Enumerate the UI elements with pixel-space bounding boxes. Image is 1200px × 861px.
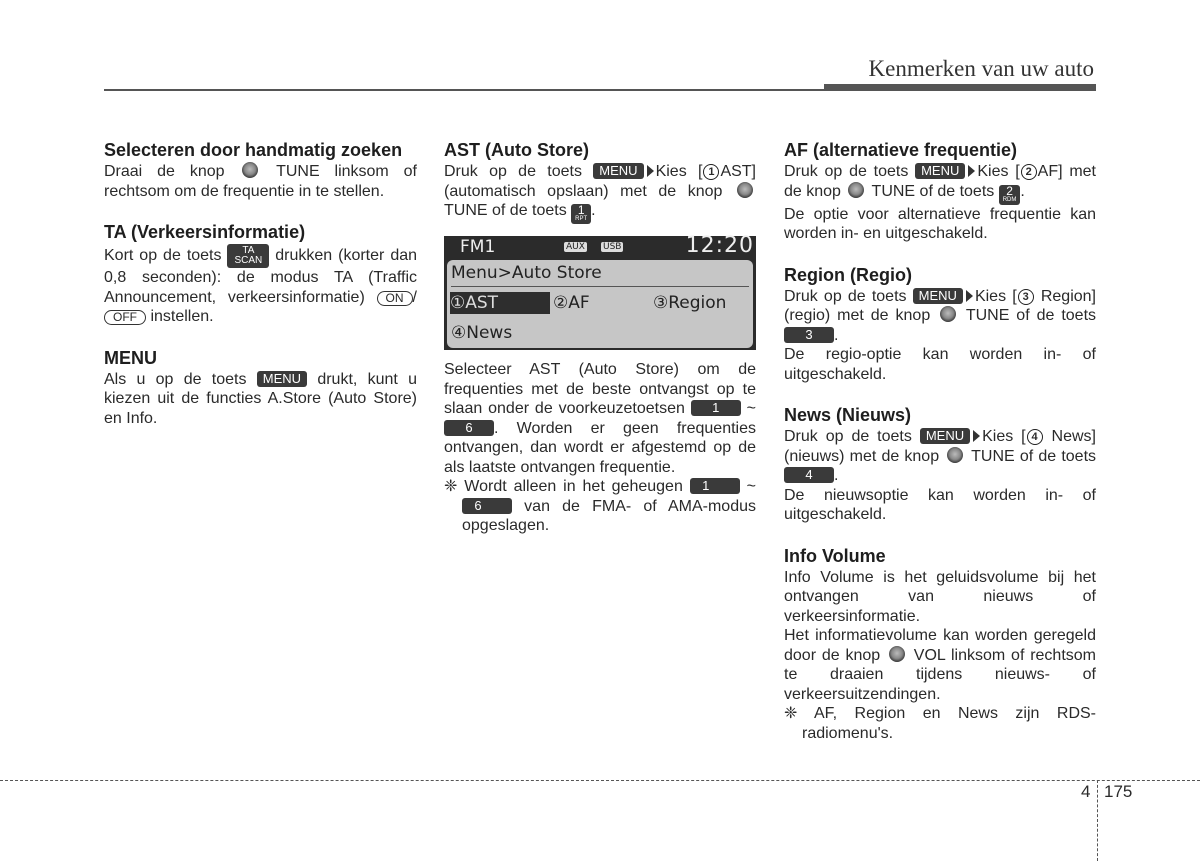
- radio-display-screen: [444, 233, 756, 350]
- arrow-right-icon: [647, 165, 654, 177]
- section-text: Draai de knop TUNE linksom of rechtsom om de frequentie in te stellen.: [104, 163, 417, 200]
- menu-key: MENU: [593, 163, 643, 179]
- note-text: ❈ Wordt alleen in het geheugen 1 ~ 6 van de FMA- of AMA-modus opgeslagen.: [444, 478, 757, 534]
- section-title: News (Nieuws): [784, 405, 912, 425]
- number-2-icon: 2: [1021, 164, 1037, 180]
- note-text: ❈ AF, Region en News zijn RDS-radiomenu's.: [784, 705, 1096, 742]
- section-news: [784, 405, 1096, 525]
- preset-key-1-rpt: 1 RPT: [571, 204, 591, 224]
- section-text: Druk op de toets MENU Kies [ 3 Region] (regio) met de knop TUNE of de toets 3 .: [784, 287, 1097, 344]
- number-3-icon: 3: [1018, 289, 1034, 305]
- section-title: Region (Regio): [784, 264, 912, 285]
- section-text: De optie voor alternatieve frequentie kan worden in- en uitgeschakeld.: [784, 205, 1096, 242]
- tune-knob-icon: [947, 447, 963, 463]
- tune-knob-icon: [242, 162, 258, 178]
- menu-item-news: ④News: [451, 323, 513, 343]
- section-text: Als u op de toets MENU drukt, kunt u kiezen uit de functies A.Store (Auto Store) en Info.: [104, 370, 418, 427]
- section-info-volume: [784, 546, 1096, 744]
- preset-key-2-rdm: 2 RDM: [999, 185, 1021, 205]
- usb-badge: USB: [603, 242, 622, 252]
- menu-item-ast: ①AST: [450, 292, 550, 314]
- footer-rule: [0, 780, 1200, 781]
- section-manual-search: [104, 140, 417, 201]
- preset-key-6: 6: [462, 498, 512, 514]
- section-text: Druk op de toets MENU Kies [ 2 AF] met de knop TUNE of de toets 2 RDM .: [784, 163, 1096, 203]
- section-title: Info Volume: [784, 545, 886, 566]
- clock-display: 12:20: [685, 233, 754, 258]
- section-text: Druk op de toets MENU Kies [ 1 AST] (automatisch opslaan) met de knop TUNE of de toets 1 RPT .: [444, 163, 756, 222]
- column-middle: [444, 140, 756, 536]
- section-region: [784, 265, 1096, 385]
- tune-knob-icon: [737, 182, 753, 198]
- on-key: ON: [377, 291, 413, 306]
- band-label: FM1: [460, 237, 496, 257]
- arrow-right-icon: [966, 290, 973, 302]
- menu-item-region: ③Region: [653, 293, 727, 313]
- header-rule-thick: [824, 84, 1096, 91]
- menu-key: MENU: [257, 371, 307, 387]
- section-menu: [104, 348, 417, 429]
- menu-key: MENU: [920, 428, 970, 444]
- section-text: Kort op de toets TA SCAN drukken (korter dan 0,8 seconden): de modus TA (Traffic Announcement, verkeersinformatie) ON /OFF instellen.: [104, 245, 418, 325]
- page-header-title: Kenmerken van uw auto: [868, 56, 1094, 81]
- menu-key: MENU: [913, 288, 963, 304]
- section-text: De regio-optie kan worden in- of uitgeschakeld.: [784, 346, 1096, 383]
- section-text: Selecteer AST (Auto Store) om de frequenties met de beste ontvangst op te slaan onder de voorkeuzetoetsen 1 ~ 6 . Worden er geen frequenties ontvangen, dan wordt er afgestemd op de als laatste ontvangen frequentie.: [444, 361, 756, 476]
- section-number: 4: [1081, 782, 1091, 801]
- ta-scan-key: TA SCAN: [227, 244, 269, 268]
- screen-divider: [451, 286, 749, 287]
- number-1-icon: 1: [703, 164, 719, 180]
- menu-path: Menu>Auto Store: [451, 263, 602, 283]
- number-4-icon: 4: [1027, 429, 1043, 445]
- section-text: Het informatievolume kan worden geregeld door de knop VOL linksom of rechtsom te draaien tijdens nieuws- of verkeersuitzendingen.: [784, 627, 1096, 703]
- section-text: Druk op de toets MENU Kies [ 4 News] (nieuws) met de knop TUNE of de toets 4 .: [784, 428, 1097, 484]
- section-title: Selecteren door handmatig zoeken: [104, 140, 403, 160]
- tune-knob-icon: [848, 182, 864, 198]
- section-title: MENU: [104, 347, 157, 368]
- preset-key-6: 6: [444, 420, 494, 436]
- header-rule-thin: [104, 89, 824, 91]
- section-af: [784, 140, 1096, 244]
- preset-key-3: 3: [784, 327, 834, 343]
- preset-key-4: 4: [784, 467, 834, 483]
- aux-badge: AUX: [566, 242, 585, 252]
- page-number: 175: [1104, 782, 1133, 801]
- section-title: AST (Auto Store): [444, 140, 589, 160]
- preset-key-1: 1: [690, 478, 740, 494]
- section-title: AF (alternatieve frequentie): [784, 140, 1018, 160]
- off-key: OFF: [104, 310, 146, 325]
- arrow-right-icon: [968, 165, 975, 177]
- column-left: [104, 140, 417, 449]
- menu-item-af: ②AF: [553, 293, 590, 313]
- section-text: Info Volume is het geluidsvolume bij het ontvangen van nieuws of verkeersinformatie.: [784, 568, 1096, 625]
- menu-key: MENU: [915, 163, 965, 179]
- vol-knob-icon: [889, 646, 905, 662]
- section-title: TA (Verkeersinformatie): [104, 222, 306, 242]
- section-ta: [104, 222, 417, 327]
- section-text: De nieuwsoptie kan worden in- of uitgeschakeld.: [784, 486, 1096, 523]
- column-right: [784, 140, 1096, 764]
- arrow-right-icon: [973, 430, 980, 442]
- tune-knob-icon: [940, 306, 956, 322]
- preset-key-1: 1: [691, 400, 741, 416]
- footer-divider: [1097, 780, 1098, 861]
